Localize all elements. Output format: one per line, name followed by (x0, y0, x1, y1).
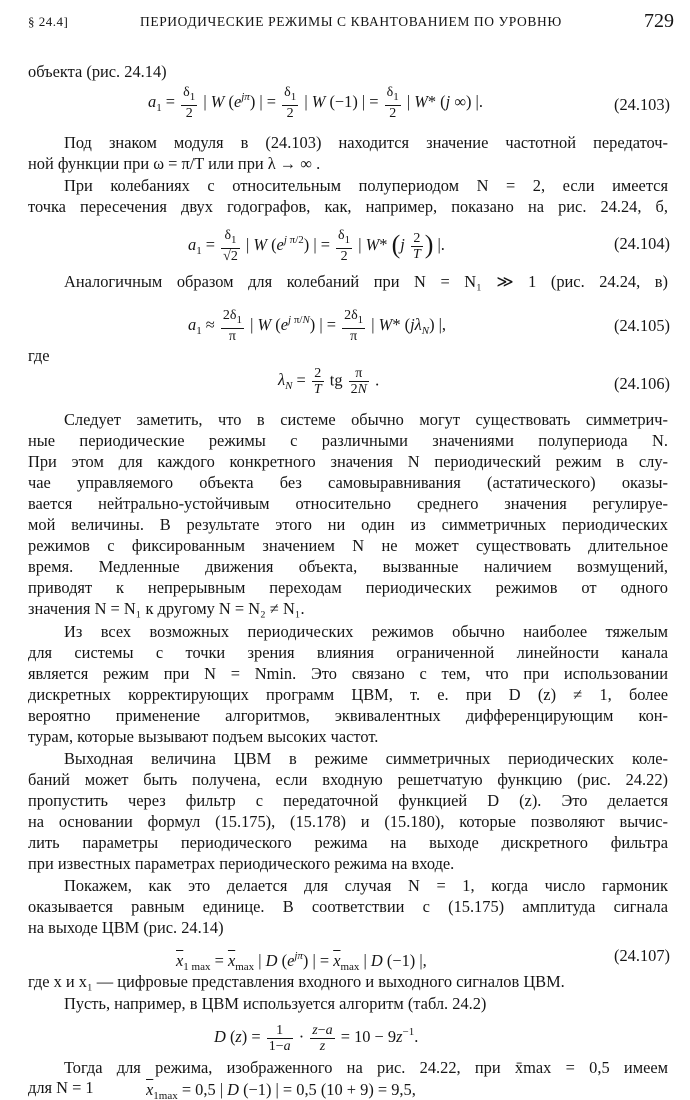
text-line: При этом для каждого конкретного значения N периодический режим в слу- (28, 452, 668, 471)
text-line: где x и x₁ — цифровые представления входного и выходного сигналов ЦВМ. (28, 972, 565, 991)
text-line: баний может быть получена, если входную решетчатую функцию (рис. 24.22) (28, 770, 668, 789)
text-line: на выходе ЦВМ (рис. 24.14) (28, 918, 224, 937)
text-line: Выходная величина ЦВМ в режиме симметричных периодических коле- (64, 749, 668, 768)
equation-number: (24.107) (614, 946, 670, 965)
text-line: на основании формул (15.175), (15.178) и (15.180), которые позволяют вычис- (28, 812, 668, 831)
text-line: где (28, 346, 50, 365)
text-line: для N = 1 (28, 1078, 94, 1097)
equation-24-106: $\lambda_N$ = $\frac{2}{T}$ tg $\frac{\pi}{2N}$ . (278, 366, 380, 397)
text-line: Тогда для режима, изображенного на рис. 24.22, при x̄max = 0,5 имеем (64, 1058, 668, 1077)
text-line: вероятно применение алгоритмов, эквивалентных дифференцирующим кон- (28, 706, 668, 725)
chapter-title: ПЕРИОДИЧЕСКИЕ РЕЖИМЫ С КВАНТОВАНИЕМ ПО УРОВНЮ (140, 14, 562, 29)
equation-24-103: $a_1$ = $\frac{\delta_1}{2}$ | W $(e^{j\pi})$ | = $\frac{\delta_1}{2}$ | W (−1) | = $\frac{\delta_1}{2}$ | W* (j ∞) |. (148, 85, 483, 122)
text-line: лить параметры периодического режима на выходе дискретного фильтра (28, 833, 668, 852)
text-line: оказывается равным единице. В соответствии с (15.175) амплитуда сигнала (28, 897, 668, 916)
text-line: точка пересечения двух годографов, как, например, показано на рис. 24.24, б, (28, 197, 668, 216)
text-line: является режим при N = Nmin. Это связано с тем, что при использовании (28, 664, 668, 683)
text-line: Под знаком модуля в (24.103) находится значение частотной передаточ- (64, 133, 668, 152)
equation-number: (24.104) (614, 234, 670, 253)
text-line: пропустить через фильтр с передаточной функцией D (z). Это делается (28, 791, 668, 810)
text-line: ной функции при ω = π/T или при λ → ∞ . (28, 154, 321, 173)
text-line: При колебаниях с относительным полупериодом N = 2, если имеется (64, 176, 668, 195)
equation-algorithm: D (z) = $\frac{1}{1-a}$ · $\frac{z-a}{z}$ = $10 - 9z^{-1}$. (214, 1022, 419, 1054)
text-line: мой величины. В результате этого ни один из симметричных периодических (28, 515, 668, 534)
equation-24-104: $a_1$ = $\frac{\delta_1}{√2}$ | W $(e^{j \pi/2})$ | = $\frac{\delta_1}{2}$ | W* (j $\frac{2}{T}$ ) |. (188, 228, 445, 265)
equation-number: (24.103) (614, 95, 670, 114)
text-line: турам, которые вызывают подъем высоких частот. (28, 727, 379, 746)
text-line: вается нейтрально-устойчивым относительно среднего значения регулируе- (28, 494, 668, 513)
text-line: Из всех возможных периодических режимов обычно наиболее тяжелым (64, 622, 668, 641)
equation-number: (24.105) (614, 316, 670, 335)
text-line: при известных параметрах периодического режима на входе. (28, 854, 455, 873)
text-line: для системы с точки зрения влияния ограниченной линейности канала (28, 643, 668, 662)
text-line: Аналогичным образом для колебаний при N = N₁ ≫ 1 (рис. 24.24, в) (64, 272, 668, 291)
text-line: значения N = N₁ к другому N = N₂ ≠ N₁. (28, 599, 305, 618)
text-line: время. Медленные движения объекта, вызванные наличием возмущений, (28, 557, 668, 576)
equation-final: $\overline{x}_{1max} = 0,5$ | D (−1) | = 0,5 (10 + 9) = 9,5, (146, 1080, 416, 1100)
equation-24-105: $a_1$ ≈ $\frac{2\delta_1}{\pi}$ | W $(e^{j \pi/N})$ | = $\frac{2\delta_1}{\pi}$ | W* $(j\lambda_N)$ |, (188, 308, 447, 345)
text-line: чае управляемого объекта без самовыравнивания (астатического) оказы- (28, 473, 668, 492)
text-line: Следует заметить, что в системе обычно могут существовать симметрич- (64, 410, 668, 429)
text-line: объекта (рис. 24.14) (28, 62, 167, 81)
section-ref: § 24.4] (28, 14, 69, 29)
text-line: дискретных корректирующих программ ЦВМ, т. е. при D (z) ≠ 1, более (28, 685, 668, 704)
text-line: Пусть, например, в ЦВМ используется алгоритм (табл. 24.2) (64, 994, 487, 1013)
page-number: 729 (644, 10, 674, 32)
equation-24-107: $\overline{x}_{1 max} = \overline{x}_{max}$ | D $(e^{j\pi})$ | = $\overline{x}_{max}$ | D (−1) |, (176, 950, 427, 973)
text-line: приводят к непрерывным переходам периодических режимов от одного (28, 578, 668, 597)
text-line: Покажем, как это делается для случая N = 1, когда число гармоник (64, 876, 668, 895)
text-line: режимов с фиксированным значением N не может существовать длительное (28, 536, 668, 555)
equation-number: (24.106) (614, 374, 670, 393)
text-line: ные периодические режимы с различными значениями полупериода N. (28, 431, 668, 450)
running-header (28, 10, 674, 36)
